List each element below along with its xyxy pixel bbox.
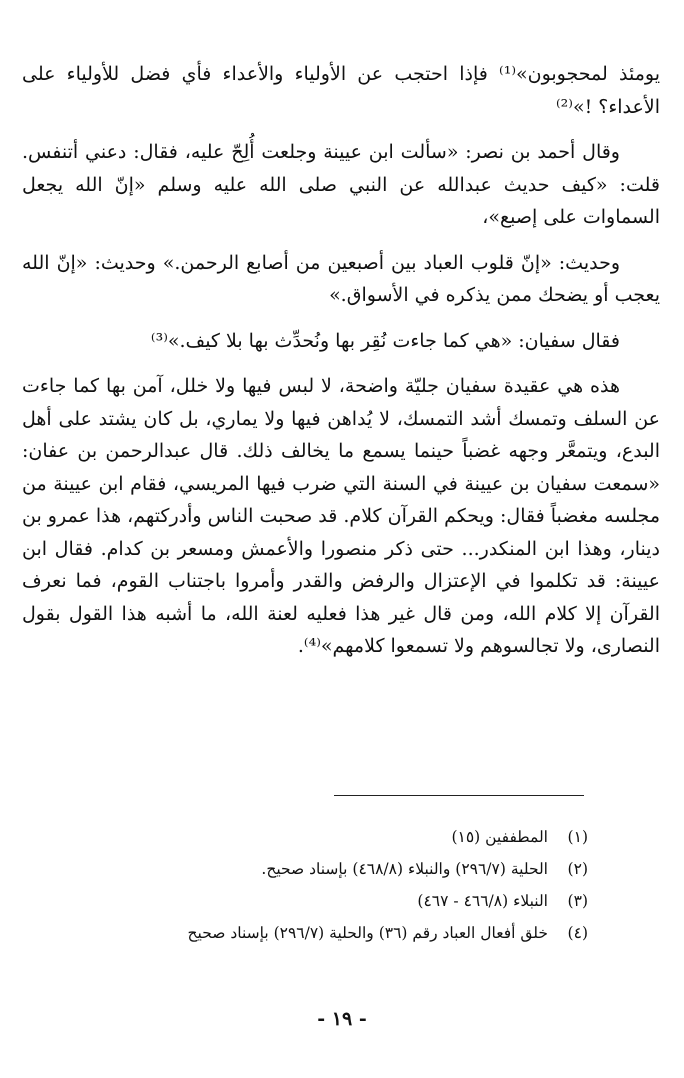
footnote-item	[60, 886, 588, 916]
footnote-item	[60, 822, 588, 852]
footnote-divider	[334, 795, 584, 796]
main-text	[22, 58, 660, 663]
paragraph-4: فقال سفيان: «هي كما جاءت نُقِر بها ونُحدِّث بها بلا كيف.»⁽³⁾	[150, 329, 620, 352]
paragraph-2: وقال أحمد بن نصر: «سألت ابن عيينة وجلعت أُلِحّ عليه، فقال: دعني أتنفس. قلت: «كيف حديث عبدالله عن النبي صلى الله عليه وسلم «إنّ الله يجعل السماوات على إصبع»،	[22, 141, 660, 228]
footnotes	[60, 822, 588, 950]
footnote-text: خلق أفعال العباد رقم (٣٦) والحلية (٢٩٦/٧) بإسناد صحيح	[187, 924, 548, 942]
footnote-number: (١)	[567, 828, 588, 846]
paragraph-5: هذه هي عقيدة سفيان جليّة واضحة، لا لبس فيها ولا خلل، آمن بها كما جاءت عن السلف وتمسك أشد التمسك، لا يُداهن فيها ولا يماري، بل كان يشتد على أهل البدع، ويتمعَّر وجهه غضباً حينما يسمع ما يخالف ذلك. قال عبدالرحمن بن عفان: «سمعت سفيان بن عيينة في السنة التي ضرب فيها المريسي، فقام ابن عيينة من مجلسه مغضباً فقال: ويحكم القرآن كلام. قد صحبت الناس وأدركتهم، هذا عمرو بن دينار، وهذا ابن المنكدر... حتى ذكر منصورا والأعمش ومسعر بن كدام. فقال ابن عيينة: قد تكلموا في الإعتزال والرفض والقدر وأمروا باجتناب القوم، فما نعرف القرآن إلا كلام الله، ومن قال غير هذا فعليه لعنة الله، ما أشبه هذا القول بقول النصارى، ولا تجالسوهم ولا تسمعوا كلامهم»⁽⁴⁾.	[22, 375, 660, 657]
footnote-item	[60, 918, 588, 948]
footnote-text: النبلاء (٤٦٦/٨ - ٤٦٧)	[417, 892, 548, 910]
footnote-text: المطففين (١٥)	[451, 828, 548, 846]
footnote-text: الحلية (٢٩٦/٧) والنبلاء (٤٦٨/٨) بإسناد صحيح.	[261, 860, 548, 878]
footnote-item	[60, 854, 588, 884]
footnote-number: (٤)	[567, 924, 588, 942]
footnote-number: (٢)	[567, 860, 588, 878]
footnote-number: (٣)	[567, 892, 588, 910]
paragraph-1: يومئذ لمحجوبون»⁽¹⁾ فإذا احتجب عن الأولياء والأعداء فأي فضل للأولياء على الأعداء؟ !»⁽²⁾	[22, 63, 660, 118]
paragraph-3: وحديث: «إنّ قلوب العباد بين أصبعين من أصابع الرحمن.» وحديث: «إنّ الله يعجب أو يضحك ممن يذكره في الأسواق.»	[22, 251, 660, 306]
page-number: - ١٩ -	[317, 1008, 367, 1030]
